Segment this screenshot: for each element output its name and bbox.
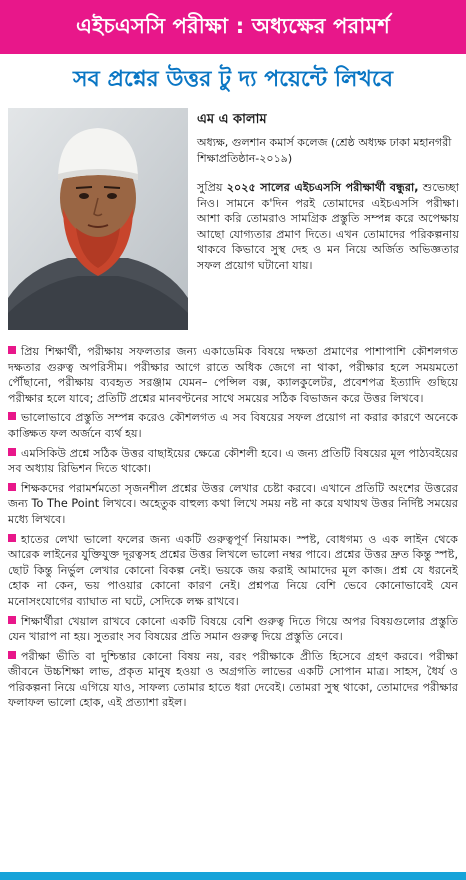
intro-paragraph — [197, 180, 459, 274]
tip-item — [8, 614, 458, 645]
tip-text: পরীক্ষা ভীতি বা দুশ্চিন্তার কোনো বিষয় নয়, বরং পরীক্ষাকে প্রীতি হিসেবে গ্রহণ করবে। পরীক্ষা জীবনে উচ্চশিক্ষা লাভ, প্রকৃত মানুষ হওয়া ও অগ্রগতি লাভের একটি সোপান মাত্র। সাহস, ধৈর্য ও পরিকল্পনা নিয়ে এগিয়ে যাও, সাফল্য তোমার হাতে ধরা দেবেই। তোমরা সুস্থ থাকো, তোমাদের পরীক্ষার ফলাফল ভালো হোক, এই প্রত্যাশা রইল। — [8, 649, 458, 710]
tip-item — [8, 649, 458, 711]
author-title: অধ্যক্ষ, গুলশান কমার্স কলেজ (শ্রেষ্ঠ অধ্যক্ষ ঢাকা মহানগরী শিক্ষাপ্রতিষ্ঠান-২০১৯) — [197, 136, 452, 165]
tips-list — [8, 344, 458, 715]
square-bullet-icon — [8, 346, 16, 354]
square-bullet-icon — [8, 616, 16, 624]
bottom-rule — [0, 872, 466, 880]
square-bullet-icon — [8, 448, 16, 456]
tip-item — [8, 410, 458, 441]
tip-item — [8, 481, 458, 528]
author-name: এম এ কালাম — [197, 112, 267, 127]
article-headline: সব প্রশ্নের উত্তর টু দ্য পয়েন্টে লিখবে — [73, 66, 393, 92]
tip-text: শিক্ষার্থীরা খেয়াল রাখবে কোনো একটি বিষয়ে বেশি গুরুত্ব দিতে গিয়ে অপর বিষয়গুলোর প্রস্তুতি যেন খারাপ না হয়। সুতরাং সব বিষয়ের প্রতি সমান গুরুত্ব দিয়ে প্রস্তুতি নেবে। — [8, 614, 458, 644]
tip-item — [8, 344, 458, 406]
tip-text: প্রিয় শিক্ষার্থী, পরীক্ষায় সফলতার জন্য একাডেমিক বিষয়ে দক্ষতা প্রমাণের পাশাপাশি কৌশলগত দক্ষতার গুরুত্ব অপরিসীম। পরীক্ষার আগে রাতে অধিক জেগে না থাকা, পরীক্ষার হলে সময়মতো পৌঁছানো, পরীক্ষায় ব্যবহৃত সরঞ্জাম যেমন– পেন্সিল বক্স, ক্যালকুলেটর, প্রবেশপত্র ইত্যাদি গুছিয়ে পরীক্ষার হলে যাবে; প্রতিটি প্রশ্নের মানবণ্টনের সাথে সময়ের সঠিক বিভাজন করে উত্তর লিখবে। — [8, 345, 458, 405]
tip-item — [8, 446, 458, 477]
square-bullet-icon — [8, 412, 16, 420]
tip-text: শিক্ষকদের পরামর্শমতো সৃজনশীল প্রশ্নের উত্তর লেখার চেষ্টা করবে। এখানে প্রতিটি অংশের উত্তরের জন্য To The Point লিখবে। অহেতুক বাহুল্য কথা লিখে সময় নষ্ট না করে যথাযথ উত্তর নির্দিষ্ট সময়ের মধ্যে লিখবে। — [8, 481, 458, 526]
tip-text: হাতের লেখা ভালো ফলের জন্য একটি গুরুত্বপূর্ণ নিয়ামক। স্পষ্ট, বোধগম্য ও এক লাইন থেকে আরেক লাইনের যুক্তিযুক্ত দূরত্বসহ প্রশ্নের উত্তর লিখলে ভালো নম্বর পাবে। প্রশ্নের উত্তর দ্রুত কিন্তু স্পষ্ট, ছোট কিন্তু নির্ভুল লেখার কোনো বিকল্প নেই। ভয়কে জয় করাই আমাদের মূল কাজ। প্রশ্ন যে ধরনেই হোক না কেন, ভয় পাওয়ার কোনো কারণ নেই। প্রশ্নপত্র নিয়ে বেশি ভেবে কোনোভাবেই যেন মনোসংযোগের ব্যাঘাত না ঘটে, সেদিকে লক্ষ রাখবে। — [8, 532, 458, 608]
tip-text: এমসিকিউ প্রশ্নে সঠিক উত্তর বাছাইয়ের ক্ষেত্রে কৌশলী হবে। এ জন্য প্রতিটি বিষয়ের মূল পাঠ্যবইয়ের সব অধ্যায় রিভিশন দিতে থাকো। — [8, 446, 458, 476]
intro-lead: সুপ্রিয় — [197, 181, 223, 194]
author-photo — [8, 108, 188, 330]
square-bullet-icon — [8, 651, 16, 659]
author-byline — [197, 110, 459, 167]
banner-title: এইচএসসি পরীক্ষা : অধ্যক্ষের পরামর্শ — [76, 13, 390, 38]
tip-item — [8, 532, 458, 610]
intro-body: শুভেচ্ছা নিও। সামনে ক'দিন পরই তোমাদের এইচএসসি পরীক্ষা। আশা করি তোমরাও সামগ্রিক প্রস্তুতি সম্পন্ন করে অপেক্ষায় আছো যোগ্যতার প্রমাণ দিতে। এখন তোমাদের পরিকল্পনায় থাকবে কিভাবে সুস্থ দেহ ও মন নিয়ে অর্জিত অভিজ্ঞতার সফল প্রয়োগ ঘটানো যায়। — [197, 181, 460, 272]
tip-text: ভালোভাবে প্রস্তুতি সম্পন্ন করেও কৌশলগত এ সব বিষয়ের সফল প্রয়োগ না করার কারণে অনেকে কাঙ্ক্ষিত ফল অর্জনে ব্যর্থ হয়। — [8, 411, 458, 440]
intro-highlight: ২০২৫ সালের এইচএসসি পরীক্ষার্থী বন্ধুরা, — [226, 181, 419, 194]
square-bullet-icon — [8, 534, 16, 542]
section-banner — [0, 0, 466, 54]
square-bullet-icon — [8, 483, 16, 491]
